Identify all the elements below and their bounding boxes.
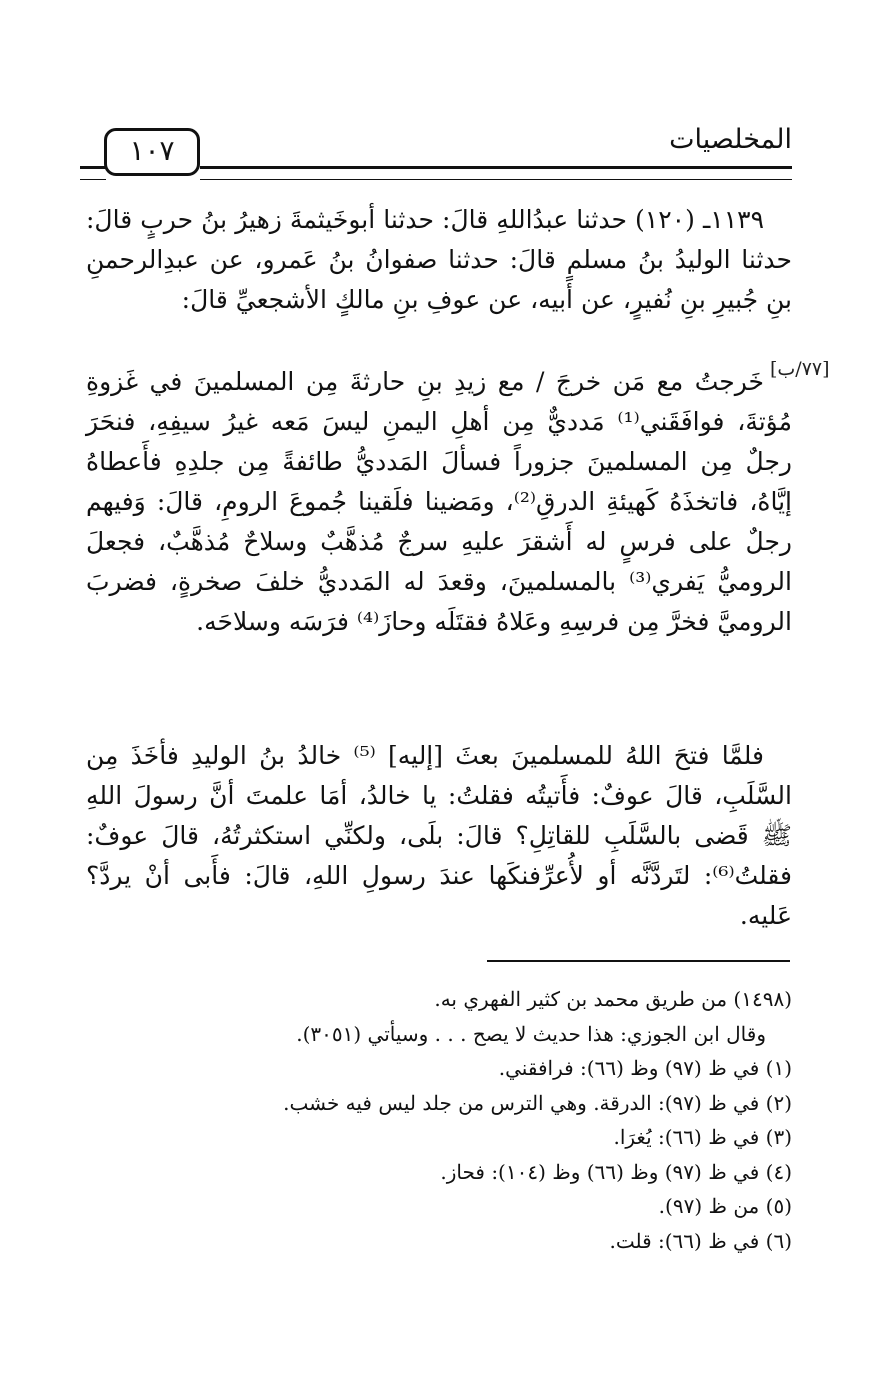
page-number: ١٠٧ xyxy=(104,128,200,176)
footnote-divider xyxy=(487,960,790,962)
footnote-item: (٥) من ظ (٩٧). xyxy=(658,1194,792,1218)
page-header xyxy=(80,118,792,178)
hadith-text-paragraph-2 xyxy=(86,736,792,936)
footnote-item: (١) في ظ (٩٧) وظ (٦٦): فرافقني. xyxy=(498,1056,792,1080)
footnote-item: (١٤٩٨) من طريق محمد بن كثير الفهري به. xyxy=(434,987,792,1011)
footnote-item: (٢) في ظ (٩٧): الدرقة. وهي الترس من جلد ليس فيه خشب. xyxy=(283,1090,792,1115)
running-title: المخلصيات xyxy=(669,124,792,155)
footnote-item: (٦) في ظ (٦٦): قلت. xyxy=(609,1228,792,1253)
footnote-item: (٤) في ظ (٩٧) وظ (٦٦) وظ (١٠٤): فحاز. xyxy=(440,1159,792,1184)
header-rule xyxy=(200,166,792,180)
paragraph: فلمَّا فتحَ اللهُ للمسلمينَ بعثَ [إليه] ⁽⁵⁾ خالدُ بنُ الوليدِ فأخَذَ مِن السَّلَبِ، قالَ عوفٌ: فأَتيتُه فقلتُ: يا خالدُ، أمَا علمتَ أنَّ رسولَ اللهِ ﷺ قَضى بالسَّلَبِ للقاتِلِ؟ قالَ: بلَى، ولكنِّي استكثرتُهُ، قالَ عوفٌ: فقلتُ⁽⁶⁾: لتَردَّنَّه أو لأُعرِّفنكَها عندَ رسولِ اللهِ، قالَ: فأَبى أنْ يردَّ؟ عَليه. xyxy=(86,741,792,930)
header-rule-left xyxy=(80,166,106,180)
hadith-isnad-paragraph xyxy=(86,200,792,320)
margin-manuscript-reference: [٧٧/ب] xyxy=(770,358,830,380)
paragraph: خَرجتُ مع مَن خرجَ / مع زيدِ بنِ حارثةَ مِن المسلمينَ في غَزوةِ مُؤتةَ، فوافَقَني⁽¹⁾ مَدديٌّ مِن أهلِ اليمنِ ليسَ مَعه غيرُ سيفِهِ، فنحَرَ رجلٌ مِن المسلمينَ جزوراً فسألَ المَدديُّ طائفةً مِن جلدِهِ فأَعطاهُ إيَّاهُ، فاتخذَهُ كَهيئةِ الدرقِ⁽²⁾، ومَضينا فلَقينا جُموعَ الرومِ، قالَ: وَفيهم رجلٌ على فرسٍ له أَشقرَ عليهِ سرجٌ مُذهَّبٌ وسلاحٌ مُذهَّبٌ، فجعلَ الروميُّ يَفري⁽³⁾ بالمسلمينَ، وقعدَ له المَدديُّ خلفَ صخرةٍ، فضربَ الروميَّ فخرَّ مِن فرسِهِ وعَلاهُ فقتَلَه وحازَ⁽⁴⁾ فرَسَه وسلاحَه. xyxy=(86,367,793,636)
hadith-text-paragraph xyxy=(86,362,792,642)
footnote-item: (٣) في ظ (٦٦): يُغرَا. xyxy=(613,1125,792,1149)
footnote-item: وقال ابن الجوزي: هذا حديث لا يصح . . . وسيأتي (٣٠٥١). xyxy=(296,1021,766,1046)
paragraph: ١١٣٩ـ (١٢٠) حدثنا عبدُاللهِ قالَ: حدثنا أبوخَيثمةَ زهيرُ بنُ حربٍ قالَ: حدثنا الوليدُ بنُ مسلمٍ قالَ: حدثنا صفوانُ بنُ عَمرو، عن عبدِالرحمنِ بنِ جُبيرِ بنِ نُفيرٍ، عن أبيه، عن عوفِ بنِ مالكٍ الأشجعيِّ قالَ: xyxy=(86,205,792,314)
footnotes xyxy=(86,982,792,1258)
